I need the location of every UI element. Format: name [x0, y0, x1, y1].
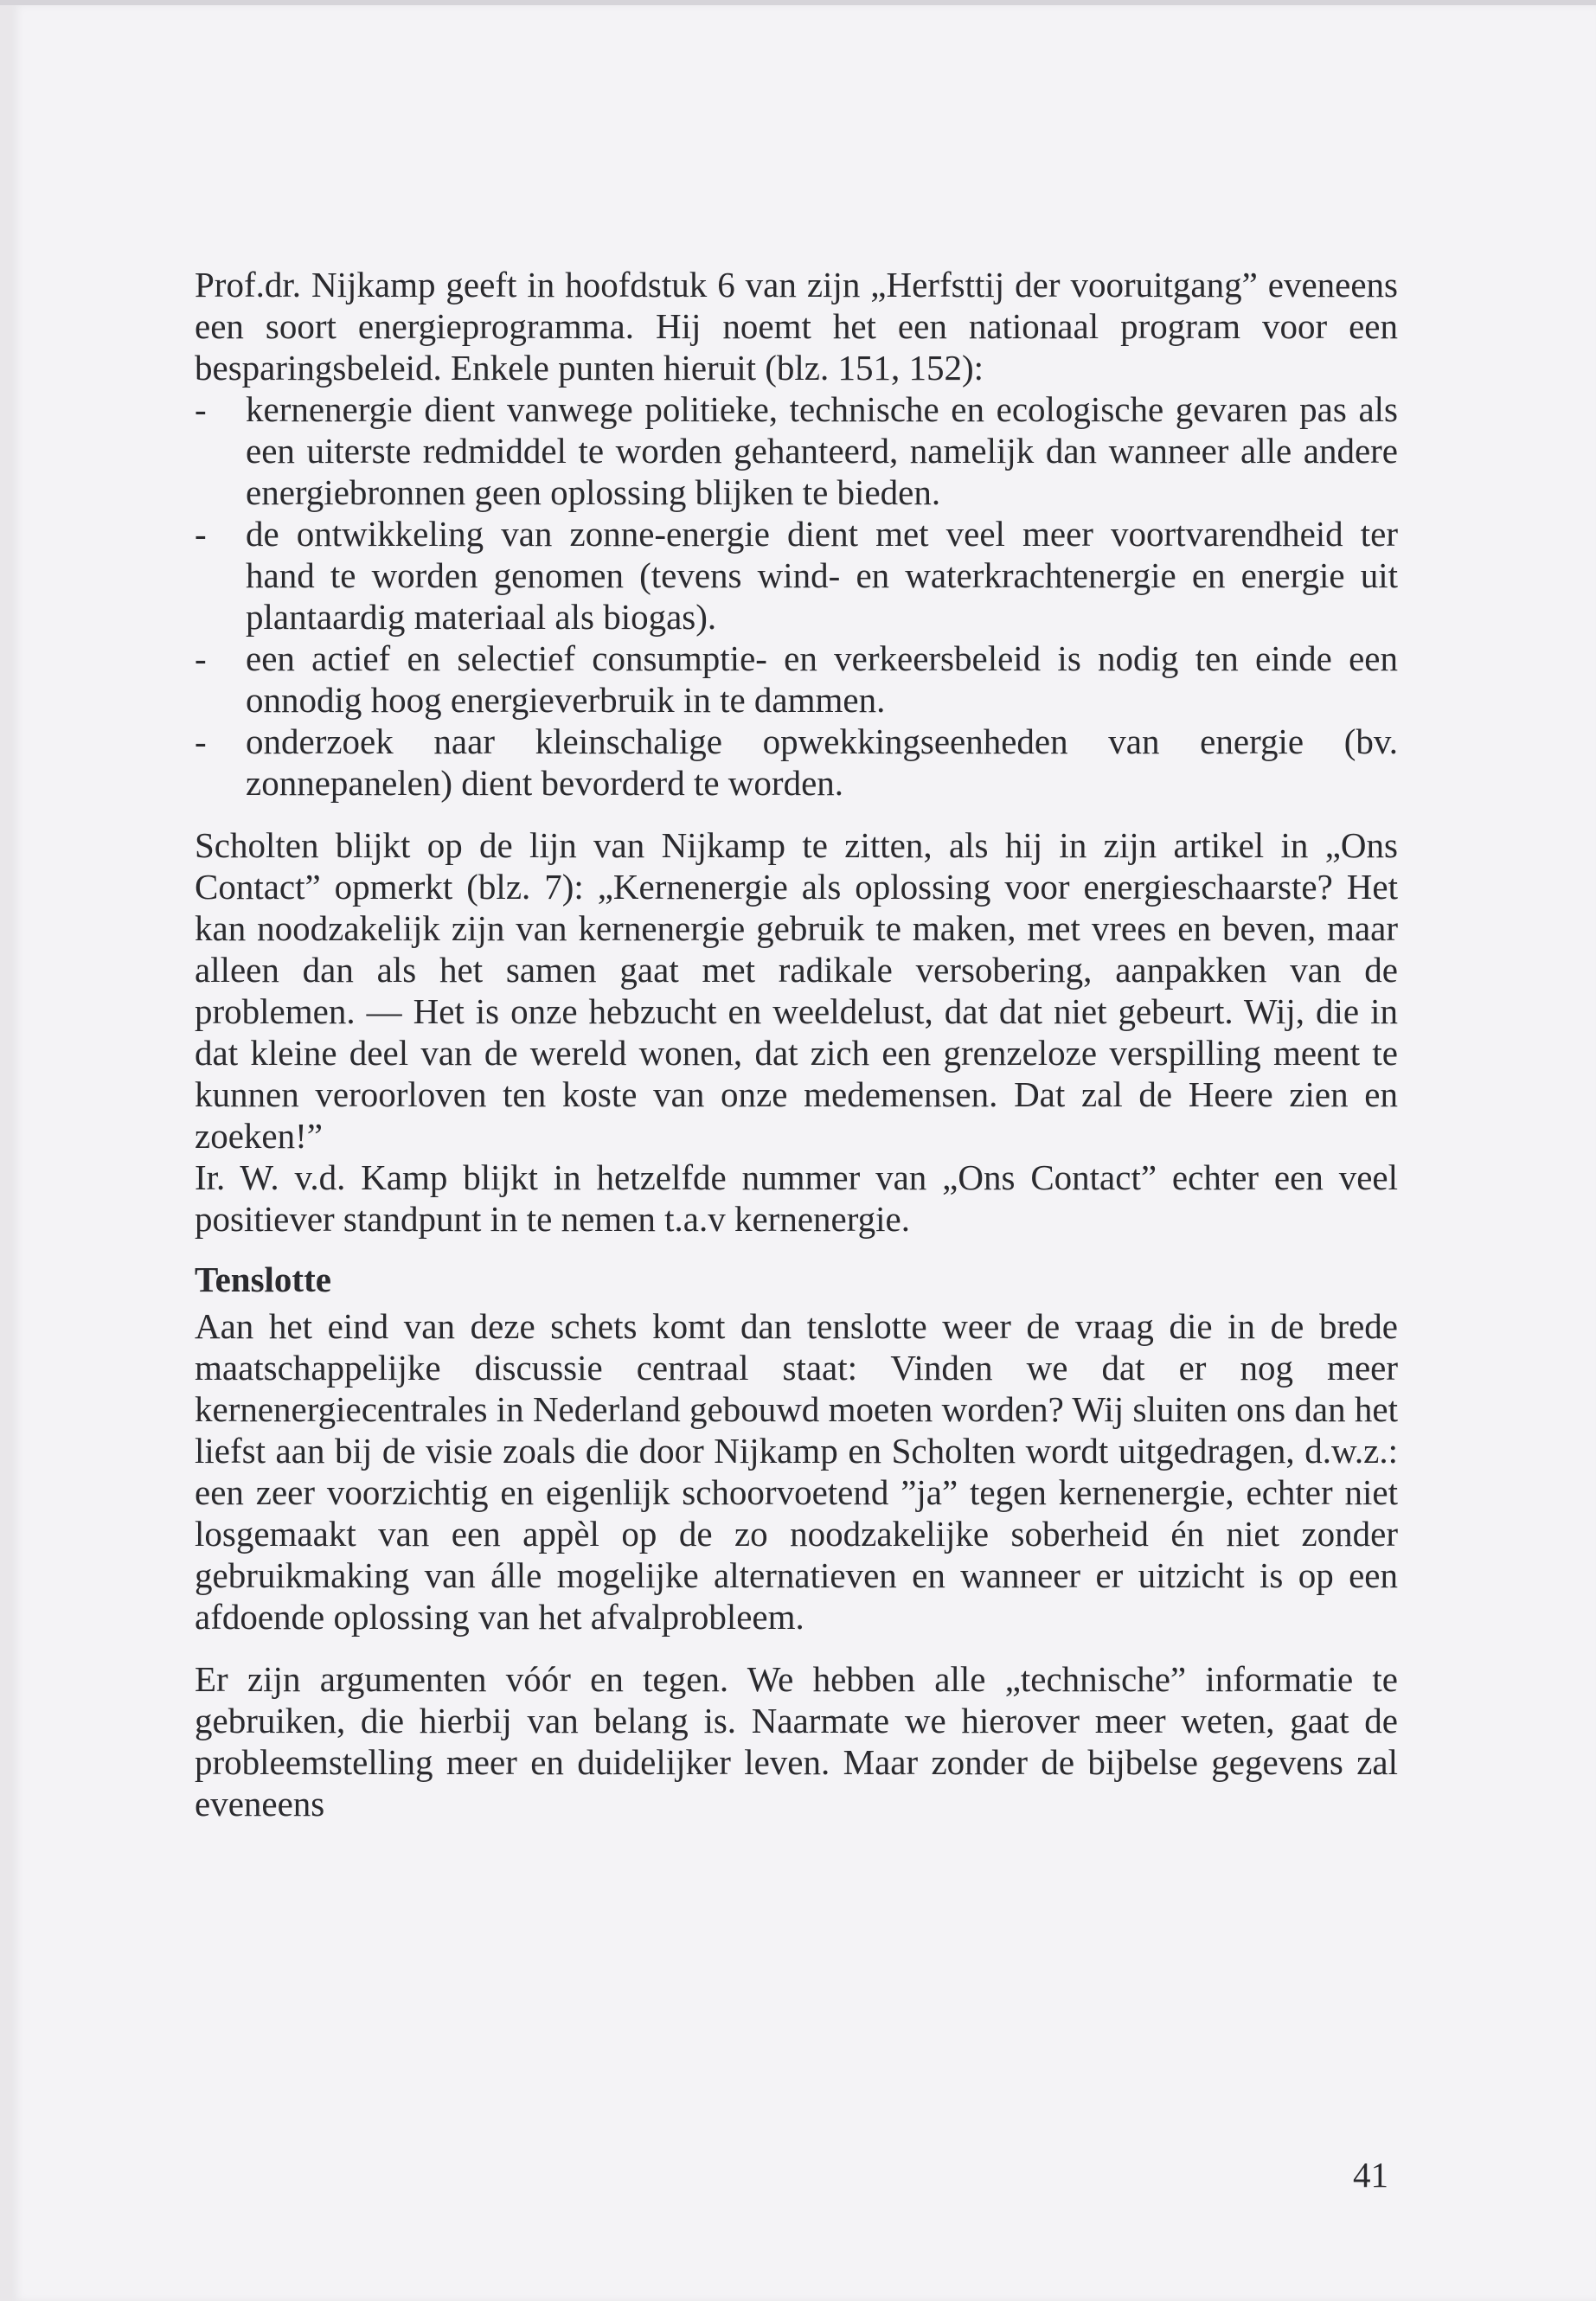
list-item — [195, 721, 1398, 804]
page-number: 41 — [1353, 2155, 1388, 2195]
list-item — [195, 513, 1398, 638]
page-body — [195, 264, 1398, 1824]
bullet-dash: - — [195, 389, 207, 429]
paragraph-vd-kamp: Ir. W. v.d. Kamp blijkt in hetzelfde nummer van „Ons Contact” echter een veel positiever standpunt in te nemen t.a.v kernenergie. — [195, 1157, 1398, 1239]
list-item-text: onderzoek naar kleinschalige opwekkingseenheden van energie (bv. zonnepanelen) dient bevorderd te worden. — [246, 721, 1398, 803]
list-item — [195, 388, 1398, 513]
section-heading-tenslotte: Tenslotte — [195, 1259, 331, 1299]
paragraph-nijkamp-intro: Prof.dr. Nijkamp geeft in hoofdstuk 6 van zijn „Herfsttij der vooruitgang” eveneens een soort energieprogramma. Hij noemt het een nationaal program voor een besparingsbeleid. Enkele punten hieruit (blz. 151, 152): — [195, 265, 1398, 388]
list-item-text: kernenergie dient vanwege politieke, technische en ecologische gevaren pas als een uiterste redmiddel te worden gehanteerd, namelijk dan wanneer alle andere energiebronnen geen oplossing blijken te bieden. — [246, 389, 1398, 512]
list-item-text: de ontwikkeling van zonne-energie dient met veel meer voortvarendheid ter hand te worden genomen (tevens wind- en waterkrachtenergie en energie uit plantaardig materiaal als biogas). — [246, 514, 1398, 637]
bullet-dash: - — [195, 638, 207, 678]
bullet-dash: - — [195, 514, 207, 554]
paragraph-scholten-quote: Scholten blijkt op de lijn van Nijkamp te zitten, als hij in zijn artikel in „Ons Contact” opmerkt (blz. 7): „Kernenergie als oplossing voor energieschaarste? Het kan noodzakelijk zijn van kernenergie gebruik te maken, met vrees en beven, maar alleen dan als het samen gaat met radikale versobering, aanpakken van de problemen. — Het is onze hebzucht en weeldelust, dat dat niet gebeurt. Wij, die in dat kleine deel van de wereld wonen, dat zich een grenzeloze verspilling meent te kunnen veroorloven ten koste van onze medemensen. Dat zal de Heere zien en zoeken!” — [195, 825, 1398, 1156]
list-item-text: een actief en selectief consumptie- en verkeersbeleid is nodig ten einde een onnodig hoog energieverbruik in te dammen. — [246, 638, 1398, 720]
paragraph-arguments: Er zijn argumenten vóór en tegen. We hebben alle „technische” informatie te gebruiken, die hierbij van belang is. Naarmate we hierover meer weten, gaat de probleemstelling meer en duidelijker leven. Maar zonder de bijbelse gegevens zal eveneens — [195, 1659, 1398, 1823]
bullet-dash: - — [195, 721, 207, 761]
paragraph-conclusion: Aan het eind van deze schets komt dan tenslotte weer de vraag die in de brede maatschappelijke discussie centraal staat: Vinden we dat er nog meer kernenergiecentrales in Nederland gebouwd moeten worden? Wij sluiten ons dan het liefst aan bij de visie zoals die door Nijkamp en Scholten wordt uitgedragen, d.w.z.: een zeer voorzichtig en eigenlijk schoorvoetend ”ja” tegen kernenergie, echter niet losgemaakt van een appèl op de zo noodzakelijke soberheid én niet zonder gebruikmaking van álle mogelijke alternatieven en wanneer er uitzicht is op een afdoende oplossing van het afvalprobleem. — [195, 1306, 1398, 1637]
list-item — [195, 638, 1398, 721]
bullet-list-energy-points — [195, 388, 1398, 804]
